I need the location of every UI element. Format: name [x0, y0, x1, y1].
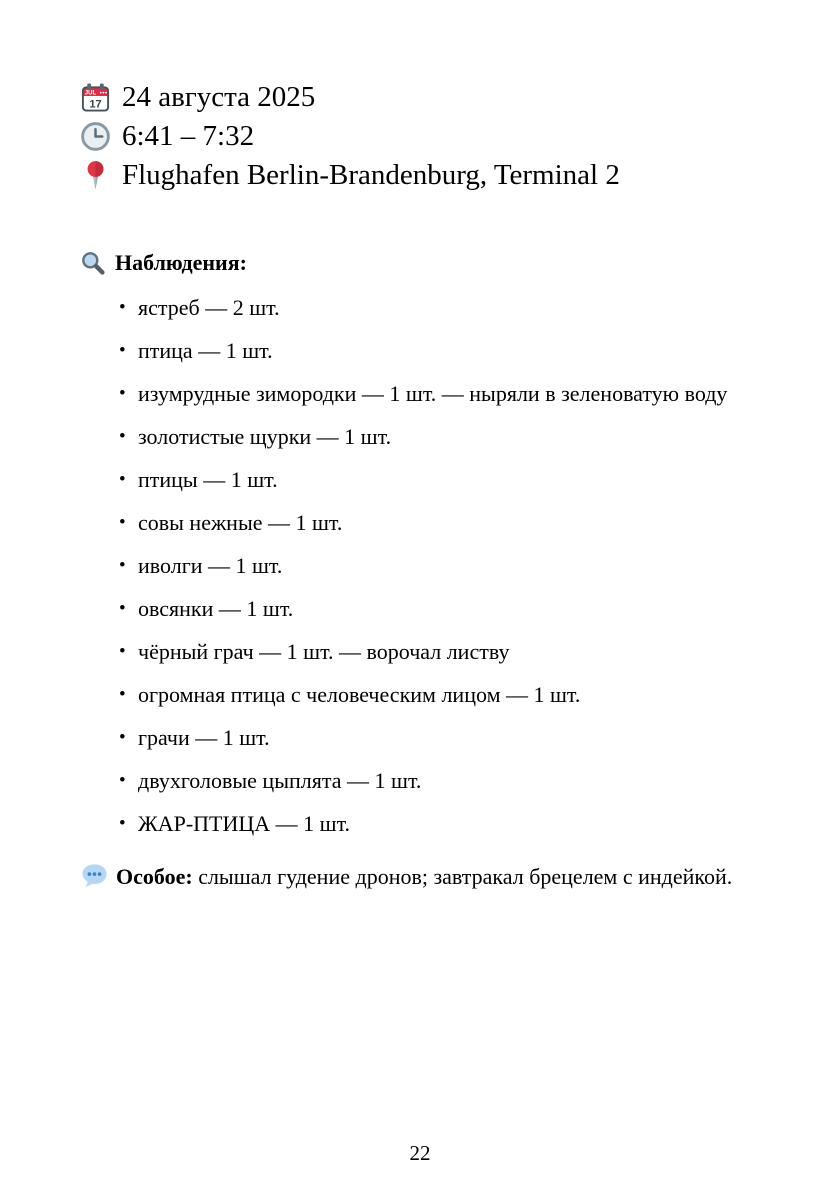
observation-text: птицы — 1 шт.: [138, 467, 278, 492]
observations-title-row: [80, 248, 760, 278]
observation-text: грачи — 1 шт.: [138, 725, 270, 750]
list-item: [138, 465, 760, 495]
entry-date: 24 августа 2025: [122, 81, 316, 113]
observation-text: огромная птица с человеческим лицом — 1 шт.: [138, 682, 581, 707]
observation-text: двухголовые цыплята — 1 шт.: [138, 768, 422, 793]
speech-bubble-icon: [80, 861, 109, 890]
calendar-month-label: JUL: [84, 90, 97, 97]
observation-text: птица — 1 шт.: [138, 338, 273, 363]
list-item: [138, 551, 760, 581]
special-note: [80, 861, 760, 892]
list-item: [138, 809, 760, 839]
observation-text: иволги — 1 шт.: [138, 553, 283, 578]
entry-date-line: [80, 78, 760, 117]
list-item: [138, 379, 760, 409]
pushpin-icon: [80, 160, 111, 191]
entry-time-line: [80, 117, 760, 156]
observation-text: изумрудные зимородки — 1 шт. — ныряли в зеленоватую воду: [138, 381, 728, 406]
entry-location-line: [80, 156, 760, 195]
observation-text: совы нежные — 1 шт.: [138, 510, 343, 535]
list-item: [138, 293, 760, 323]
list-item: [138, 766, 760, 796]
entry-location: Flughafen Berlin-Brandenburg, Terminal 2: [122, 159, 620, 191]
observation-text: овсянки — 1 шт.: [138, 596, 294, 621]
calendar-day-label: 17: [89, 98, 102, 111]
list-item: [138, 336, 760, 366]
list-item: [138, 508, 760, 538]
observation-text: чёрный грач — 1 шт. — ворочал листву: [138, 639, 510, 664]
special-label: Особое:: [116, 864, 193, 889]
list-item: [138, 680, 760, 710]
list-item: [138, 723, 760, 753]
clock-icon: [80, 121, 111, 152]
search-icon: [80, 250, 106, 276]
observations-title: Наблюдения:: [115, 250, 247, 275]
calendar-icon: [80, 82, 111, 113]
entry-time: 6:41 – 7:32: [122, 120, 255, 152]
observation-text: ЖАР-ПТИЦА — 1 шт.: [138, 811, 351, 836]
page-number: 22: [409, 1141, 431, 1165]
observations-list: [80, 293, 760, 839]
list-item: [138, 594, 760, 624]
list-item: [138, 637, 760, 667]
special-text: слышал гудение дронов; завтракал брецелем с индейкой.: [198, 864, 733, 889]
observation-text: золотистые щурки — 1 шт.: [138, 424, 392, 449]
list-item: [138, 422, 760, 452]
observation-text: ястреб — 2 шт.: [138, 295, 280, 320]
